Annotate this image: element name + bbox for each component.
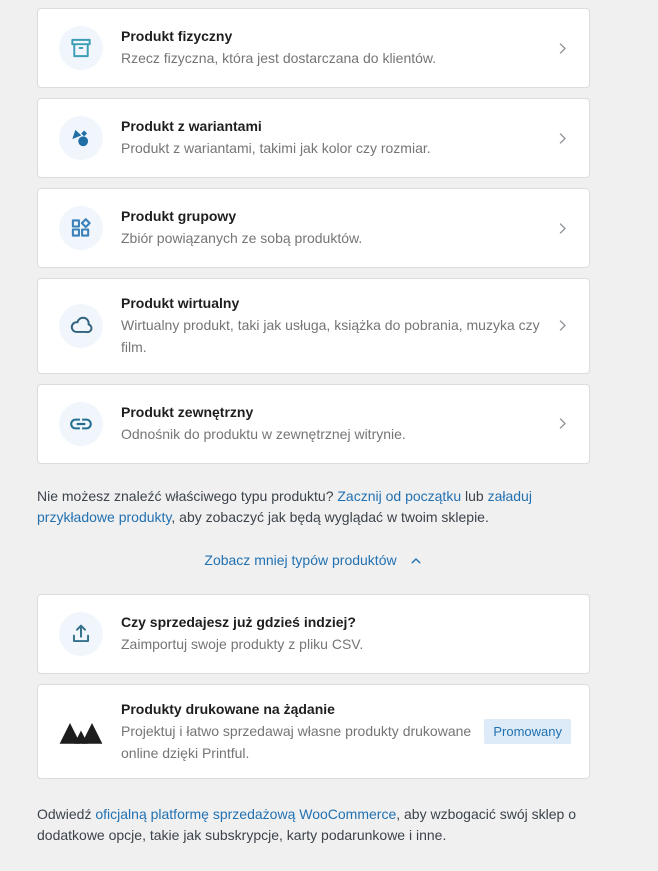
view-less-product-types-link[interactable] [204,552,422,568]
import-csv-card[interactable] [37,594,590,674]
link-icon [59,402,103,446]
product-type-title: Produkt wirtualny [121,295,240,311]
help-text-prefix: Nie możesz znaleźć właściwego typu produktu? [37,487,338,504]
product-type-title: Produkt zewnętrzny [121,403,254,420]
product-type-description: Zbiór powiązanych ze sobą produktów. [121,230,363,247]
start-from-scratch-link[interactable]: Zacznij od początku [337,487,462,504]
card-text [121,293,540,359]
product-type-title: Produkt grupowy [121,208,237,224]
import-card-title: Czy sprzedajesz już gdzieś indziej? [121,613,356,630]
promo-card-description: Projektuj i łatwo sprzedawaj własne produkty drukowane online dzięki Printful. [121,722,472,761]
promoted-badge: Promowany [484,719,571,744]
promo-card-title: Produkty drukowane na żądanie [121,700,335,717]
help-text-connector: lub [461,487,488,504]
print-on-demand-card[interactable] [37,684,590,780]
chevron-right-icon [554,220,571,237]
product-type-card-grouped[interactable] [37,188,590,268]
woocommerce-marketplace-link[interactable]: oficjalną platformę sprzedażową WooCommerce [95,806,397,823]
footer-text [37,804,617,846]
product-type-title: Produkt fizyczny [121,28,233,44]
product-type-card-external[interactable] [37,384,590,464]
product-type-card-variable[interactable] [37,98,590,178]
product-type-card-virtual[interactable] [37,278,590,374]
chevron-right-icon [554,40,571,57]
cloud-icon [59,304,103,348]
shapes-icon [59,116,103,160]
card-text [121,26,540,70]
product-type-description: Rzecz fizyczna, która jest dostarczana do klientów. [121,50,437,67]
help-text [37,486,590,528]
product-type-card-physical[interactable] [37,8,590,88]
product-type-description: Wirtualny produkt, taki jak usługa, książka do pobrania, muzyka czy film. [121,317,540,355]
card-text [121,206,540,250]
upload-icon [59,612,103,656]
card-text [121,612,571,656]
help-text-suffix: , aby zobaczyć jak będą wyglądać w twoim sklepie. [171,508,489,525]
box-icon [59,26,103,70]
footer-text-prefix: Odwiedź [37,806,96,823]
load-sample-products-link[interactable]: załaduj przykładowe produkty [37,487,532,525]
footer-text-suffix: , aby wzbogacić swój sklep o dodatkowe opcje, takie jak subskrypcje, karty podarunkowe i inne. [37,806,576,844]
import-card-description: Zaimportuj swoje produkty z pliku CSV. [121,635,364,652]
chevron-right-icon [554,317,571,334]
group-icon [59,206,103,250]
printful-logo [59,710,103,754]
card-text [121,402,540,446]
chevron-right-icon [554,415,571,432]
product-type-description: Odnośnik do produktu w zewnętrznej witrynie. [121,425,406,442]
card-text [121,116,540,160]
product-type-description: Produkt z wariantami, takimi jak kolor czy rozmiar. [121,140,431,157]
card-text [121,699,478,765]
product-type-title: Produkt z wariantami [121,118,262,134]
toggle-row [37,552,590,568]
chevron-right-icon [554,130,571,147]
chevron-up-icon [409,554,423,568]
toggle-label: Zobacz mniej typów produktów [204,551,397,568]
